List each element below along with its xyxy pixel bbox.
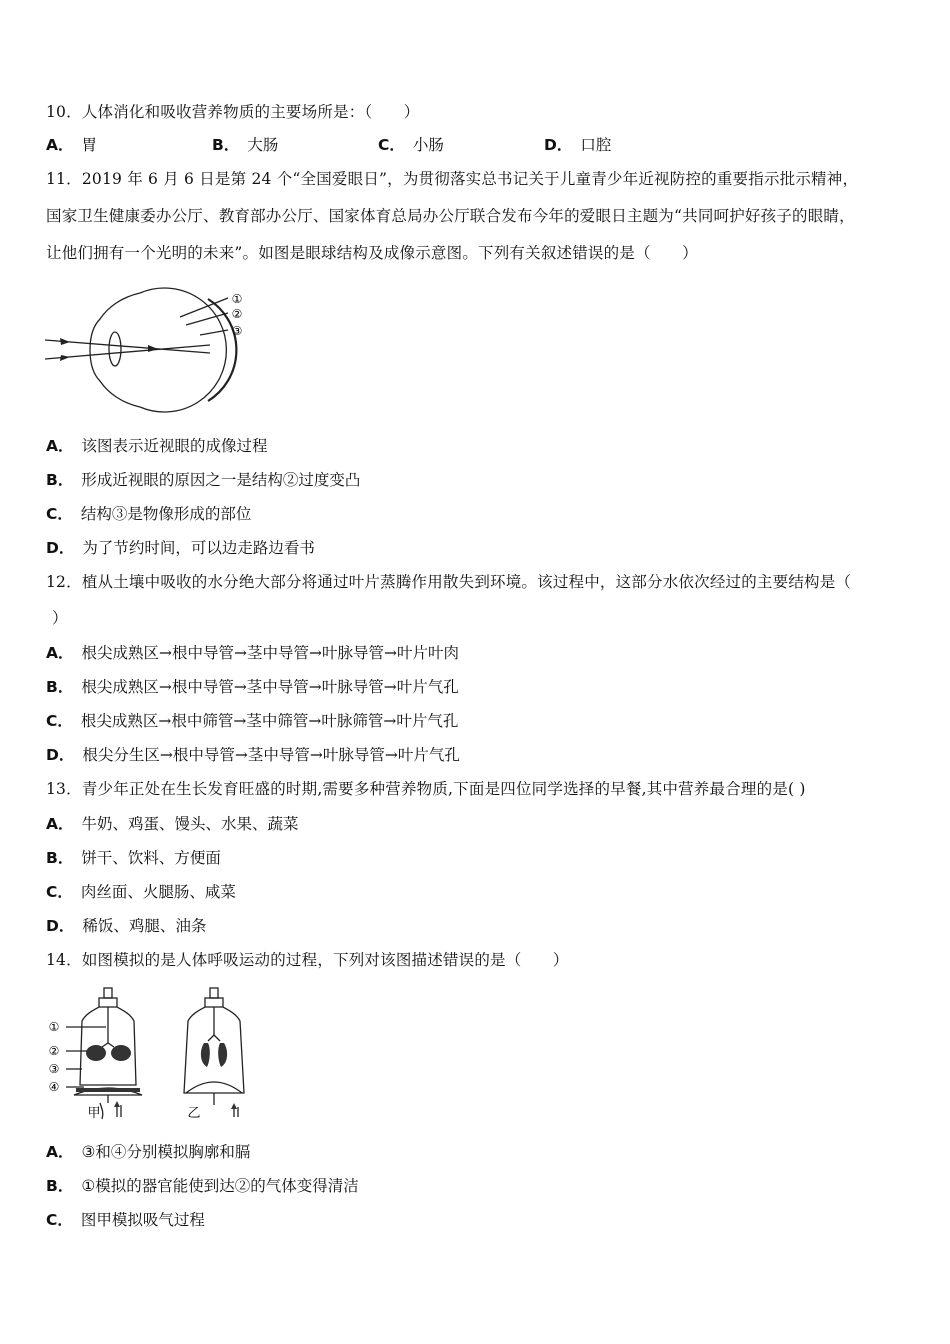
q10-option-d[interactable]: D． 口腔 — [544, 136, 612, 154]
q14-stem: 14．如图模拟的是人体呼吸运动的过程，下列对该图描述错误的是（ ） — [46, 951, 569, 969]
q13-option-c[interactable]: C． 肉丝面、火腿肠、咸菜 — [46, 883, 236, 901]
q11-option-a[interactable]: A． 该图表示近视眼的成像过程 — [46, 437, 268, 455]
jar-jia — [74, 988, 142, 1119]
lens — [109, 332, 121, 366]
model-label-2: ② — [48, 1044, 60, 1058]
q11-stem-line-1: 11．2019 年 6 月 6 日是第 24 个“全国爱眼日”，为贯彻落实总书记关于儿童青少年近视防控的重要指示批示精神， — [46, 170, 859, 188]
breathing-model-diagram — [44, 985, 264, 1125]
q10-option-a[interactable]: A． 胃 — [46, 136, 98, 154]
q12-option-a[interactable]: A． 根尖成熟区→根中导管→茎中导管→叶脉导管→叶片叶肉 — [46, 644, 459, 662]
eye-diagram — [40, 285, 250, 415]
jar-label-jia: 甲 — [87, 1106, 101, 1121]
model-label-4: ④ — [48, 1080, 60, 1094]
model-label-3: ③ — [48, 1062, 60, 1076]
jar-yi — [184, 988, 244, 1117]
q10-option-c[interactable]: C． 小肠 — [378, 136, 444, 154]
model-label-1: ① — [48, 1020, 60, 1034]
q14-option-b[interactable]: B． ①模拟的器官能使到达②的气体变得清洁 — [46, 1177, 359, 1195]
q13-option-b[interactable]: B． 饼干、饮料、方便面 — [46, 849, 221, 867]
q11-option-b[interactable]: B． 形成近视眼的原因之一是结构②过度变凸 — [46, 471, 361, 489]
q12-option-c[interactable]: C． 根尖成熟区→根中筛管→茎中筛管→叶脉筛管→叶片气孔 — [46, 712, 459, 730]
q12-stem-line-1: 12．植从土壤中吸收的水分绝大部分将通过叶片蒸腾作用散失到环境。该过程中，这部分水依次经过的主要结构是（ — [46, 573, 852, 591]
eye-label-3: ③ — [231, 324, 243, 338]
q13-option-d[interactable]: D． 稀饭、鸡腿、油条 — [46, 917, 207, 935]
eye-label-1: ① — [231, 292, 243, 306]
jar-label-yi: 乙 — [187, 1106, 201, 1121]
q11-option-d[interactable]: D． 为了节约时间，可以边走路边看书 — [46, 539, 315, 557]
q13-stem: 13．青少年正处在生长发育旺盛的时期,需要多种营养物质,下面是四位同学选择的早餐,其中营养最合理的是( ) — [46, 780, 806, 798]
q14-option-a[interactable]: A． ③和④分别模拟胸廓和膈 — [46, 1143, 251, 1161]
q11-stem-line-3: 让他们拥有一个光明的未来”。如图是眼球结构及成像示意图。下列有关叙述错误的是（ ） — [46, 244, 698, 262]
q12-stem-line-2: ） — [52, 609, 68, 627]
q11-stem-line-2: 国家卫生健康委办公厅、教育部办公厅、国家体育总局办公厅联合发布今年的爱眼日主题为“共同呵护好孩子的眼睛， — [46, 207, 855, 225]
q10-options — [46, 134, 710, 156]
q13-option-a[interactable]: A． 牛奶、鸡蛋、馒头、水果、蔬菜 — [46, 815, 299, 833]
q14-option-c[interactable]: C． 图甲模拟吸气过程 — [46, 1211, 205, 1229]
q12-option-b[interactable]: B． 根尖成熟区→根中导管→茎中导管→叶脉导管→叶片气孔 — [46, 678, 459, 696]
q11-option-c[interactable]: C． 结构③是物像形成的部位 — [46, 505, 252, 523]
eye-label-2: ② — [231, 307, 243, 321]
q10-stem: 10．人体消化和吸收营养物质的主要场所是：（ ） — [46, 103, 420, 121]
q10-option-b[interactable]: B． 大肠 — [212, 136, 279, 154]
q12-option-d[interactable]: D． 根尖分生区→根中导管→茎中导管→叶脉导管→叶片气孔 — [46, 746, 460, 764]
